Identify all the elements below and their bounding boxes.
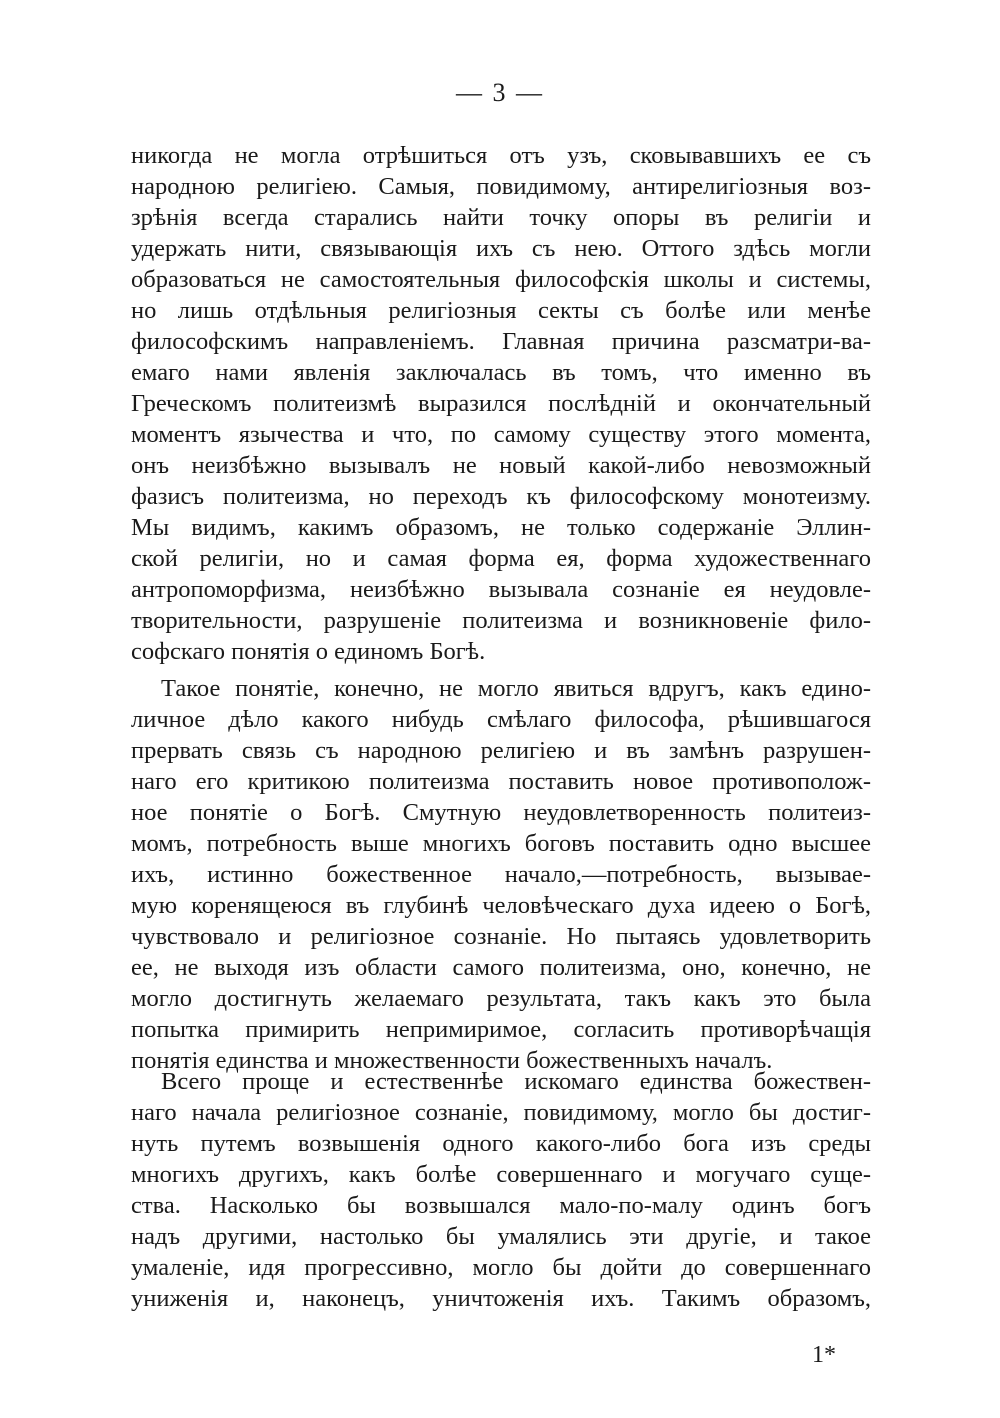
text-line: мую коренящеюся въ глубинѣ человѣческаго духа идеею о Богѣ,	[131, 892, 871, 919]
text-line: образоваться не самостоятельныя философскія школы и системы,	[131, 266, 871, 293]
text-line: Греческомъ политеизмѣ выразился послѣдній и окончательный	[131, 390, 871, 417]
text-line: философскимъ направленіемъ. Главная причина разсматри-ва-	[131, 328, 871, 355]
text-line: зрѣнія всегда старались найти точку опоры въ религіи и	[131, 204, 871, 231]
text-line: чувствовало и религіозное сознаніе. Но пытаясь удовлетворить	[131, 923, 871, 950]
text-line: униженія и, наконецъ, уничтоженія ихъ. Такимъ образомъ,	[131, 1285, 871, 1312]
paragraph-3	[131, 1066, 871, 1314]
text-line: надъ другими, настолько бы умалялись эти другіе, и такое	[131, 1223, 871, 1250]
text-line: софскаго понятія о единомъ Богѣ.	[131, 638, 486, 665]
paragraph-2	[131, 673, 871, 1076]
text-line: момъ, потребность выше многихъ боговъ поставить одно высшее	[131, 830, 871, 857]
text-line: ихъ, истинно божественное начало,—потребность, вызывае-	[131, 861, 871, 888]
text-line: наго начала религіозное сознаніе, повидимому, могло бы достиг-	[131, 1099, 871, 1126]
text-line: антропоморфизма, неизбѣжно вызывала сознаніе ея неудовле-	[131, 576, 871, 603]
text-line: ее, не выходя изъ области самого политеизма, оно, конечно, не	[131, 954, 871, 981]
page-number: — 3 —	[456, 78, 544, 107]
text-line: прервать связь съ народною религіею и въ замѣнъ разрушен-	[131, 737, 871, 764]
text-line: наго его критикою политеизма поставить новое противополож-	[131, 768, 871, 795]
text-line: попытка примирить непримиримое, согласить противорѣчащія	[131, 1016, 871, 1043]
paragraph-1	[131, 140, 871, 667]
text-line: Такое понятіе, конечно, не могло явиться вдругъ, какъ едино-	[161, 675, 871, 702]
text-line: емаго нами явленія заключалась въ томъ, что именно въ	[131, 359, 871, 386]
text-line: онъ неизбѣжно вызывалъ не новый какой-либо невозможный	[131, 452, 871, 479]
text-line: нуть путемъ возвышенія одного какого-либо бога изъ среды	[131, 1130, 871, 1157]
text-line: могло достигнуть желаемаго результата, такъ какъ это была	[131, 985, 871, 1012]
text-line: творительности, разрушеніе политеизма и возникновеніе фило-	[131, 607, 871, 634]
text-line: никогда не могла отрѣшиться отъ узъ, сковывавшихъ ее съ	[131, 142, 871, 169]
text-line: Всего проще и естественнѣе искомаго единства божествен-	[161, 1068, 871, 1095]
text-line: умаленіе, идя прогрессивно, могло бы дойти до совершеннаго	[131, 1254, 871, 1281]
text-line: ное понятіе о Богѣ. Смутную неудовлетворенность политеиз-	[131, 799, 871, 826]
text-line: Мы видимъ, какимъ образомъ, не только содержаніе Эллин-	[131, 514, 871, 541]
text-line: удержать нити, связывающія ихъ съ нею. Оттого здѣсь могли	[131, 235, 871, 262]
text-line: понятія единства и множественности божественныхъ началъ.	[131, 1047, 773, 1074]
text-line: многихъ другихъ, какъ болѣе совершеннаго и могучаго суще-	[131, 1161, 871, 1188]
text-line: личное дѣло какого нибудь смѣлаго философа, рѣшившагося	[131, 706, 871, 733]
text-line: ской религіи, но и самая форма ея, форма художественнаго	[131, 545, 871, 572]
printer-signature-mark: 1*	[812, 1342, 836, 1368]
text-line: фазисъ политеизма, но переходъ къ философскому монотеизму.	[131, 483, 871, 510]
text-line: ства. Насколько бы возвышался мало-по-малу одинъ богъ	[131, 1192, 871, 1219]
text-line: моментъ язычества и что, по самому существу этого момента,	[131, 421, 871, 448]
text-line: но лишь отдѣльныя религіозныя секты съ болѣе или менѣе	[131, 297, 871, 324]
text-line: народною религіею. Самыя, повидимому, антирелигіозныя воз-	[131, 173, 871, 200]
